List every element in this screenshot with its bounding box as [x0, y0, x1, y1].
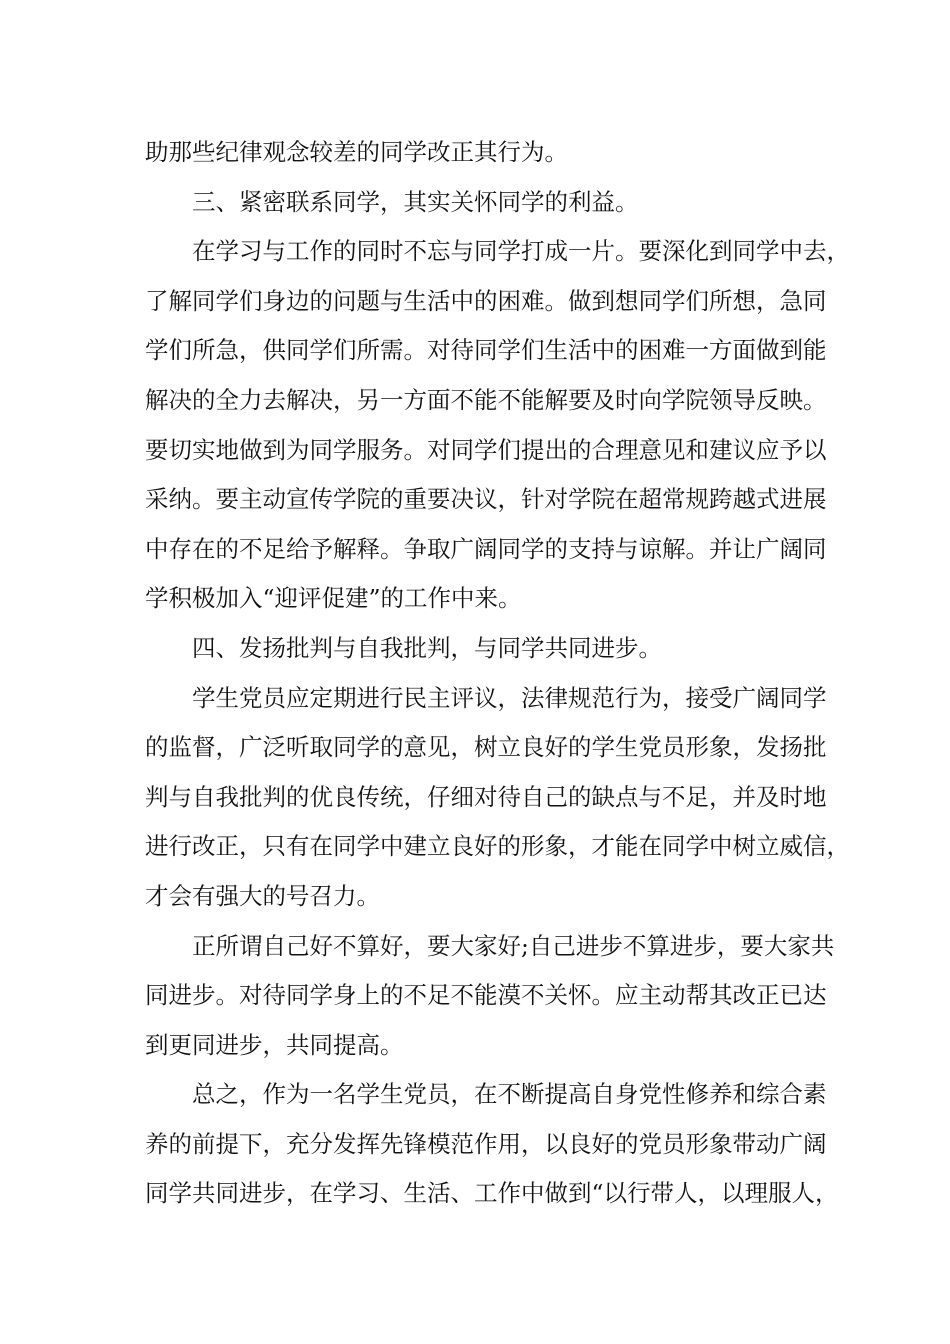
text-line: 采纳。要主动宣传学院的重要决议，针对学院在超常规跨越式进展: [145, 485, 827, 514]
text-line: 了解同学们身边的问题与生活中的困难。做到想同学们所想，急同: [145, 286, 827, 315]
text-line: 在学习与工作的同时不忘与同学打成一片。要深化到同学中去，: [192, 237, 850, 266]
text-line: 同进步。对待同学身上的不足不能漠不关怀。应主动帮其改正已达: [145, 981, 827, 1010]
text-line: 同学共同进步，在学习、生活、工作中做到“以行带人，以理服人，: [145, 1179, 839, 1208]
text-line: 判与自我批判的优良传统，仔细对待自己的缺点与不足，并及时地: [145, 782, 827, 811]
text-line: 中存在的不足给予解释。争取广阔同学的支持与谅解。并让广阔同: [145, 534, 827, 563]
text-line: 学们所急，供同学们所需。对待同学们生活中的困难一方面做到能: [145, 336, 827, 365]
section-heading: 四、发扬批判与自我批判，与同学共同进步。: [192, 633, 662, 662]
text-line: 养的前提下，充分发挥先锋模范作用，以良好的党员形象带动广阔: [145, 1129, 827, 1158]
text-line: 解决的全力去解决，另一方面不能不能解要及时向学院领导反映。: [145, 385, 827, 414]
text-line: 学积极加入“迎评促建”的工作中来。: [145, 584, 522, 613]
text-line: 总之，作为一名学生党员，在不断提高自身党性修养和综合素: [192, 1080, 827, 1109]
text-line: 助那些纪律观念较差的同学改正其行为。: [145, 138, 568, 166]
text-line: 进行改正，只有在同学中建立良好的形象，才能在同学中树立威信，: [145, 832, 850, 861]
text-line: 学生党员应定期进行民主评议，法律规范行为，接受广阔同学: [192, 683, 827, 712]
text-line: 到更同进步，共同提高。: [145, 1030, 404, 1059]
section-heading: 三、紧密联系同学，其实关怀同学的利益。: [192, 187, 639, 216]
text-line: 正所谓自己好不算好，要大家好;自己进步不算进步，要大家共: [192, 931, 835, 960]
document-body: [145, 128, 850, 1219]
text-line: 要切实地做到为同学服务。对同学们提出的合理意见和建议应予以: [145, 435, 827, 464]
text-line: 才会有强大的号召力。: [145, 881, 380, 910]
text-line: 的监督，广泛听取同学的意见，树立良好的学生党员形象，发扬批: [145, 733, 827, 762]
